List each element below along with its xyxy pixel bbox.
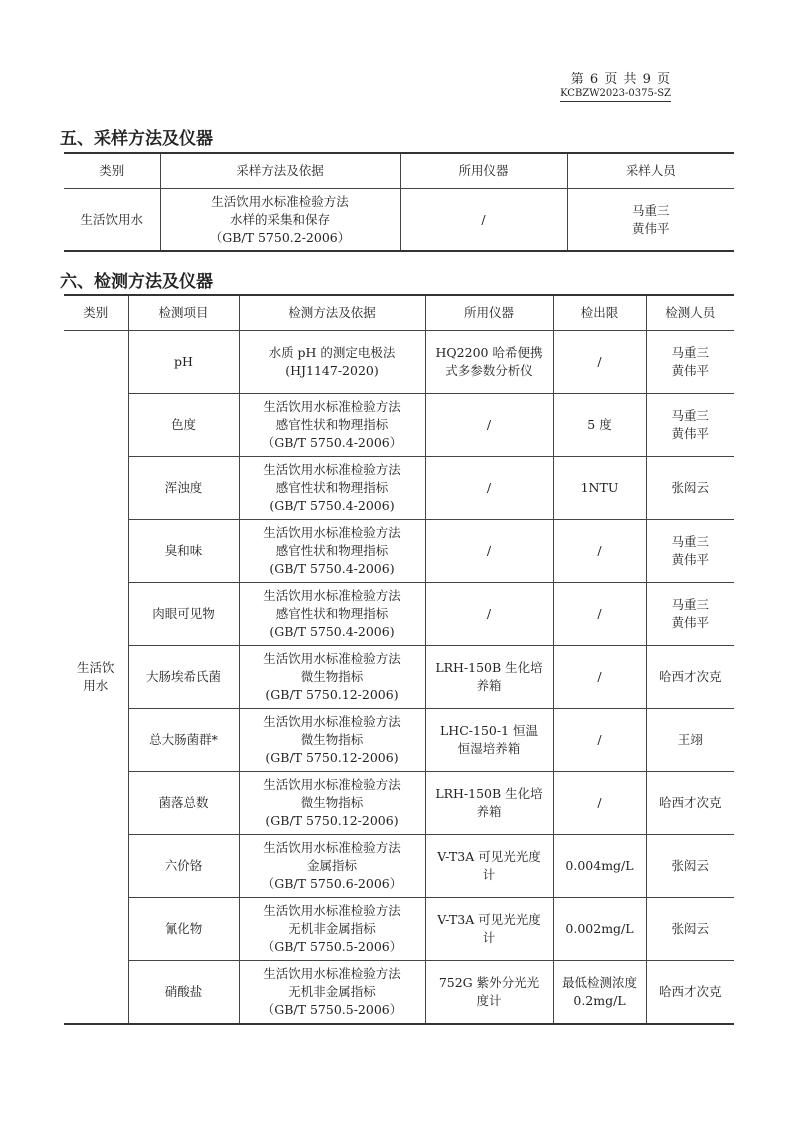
- personnel-cell: [646, 835, 734, 898]
- instrument-cell: [425, 898, 553, 961]
- method-line: (GB/T 5750.4-2006): [269, 624, 395, 639]
- instrument-cell: [425, 583, 553, 646]
- method-line: 感官性状和物理指标: [275, 480, 389, 495]
- limit-line: /: [597, 732, 602, 747]
- column-header: 采样方法及依据: [160, 153, 400, 189]
- personnel-cell: [567, 189, 734, 252]
- personnel-name: 哈西才次克: [658, 669, 722, 684]
- instrument-line: 计: [482, 867, 496, 882]
- table-row: [64, 646, 734, 709]
- method-line: 生活饮用水标准检验方法: [263, 777, 401, 792]
- sampling-header-row: [64, 153, 734, 189]
- detection-limit-cell: [553, 583, 646, 646]
- detection-limit-cell: [553, 331, 646, 394]
- table-row: [64, 331, 734, 394]
- instrument-line: /: [486, 606, 492, 621]
- limit-line: /: [597, 669, 602, 684]
- column-header: 采样人员: [567, 153, 734, 189]
- detection-limit-cell: [553, 835, 646, 898]
- limit-line: 0.002mg/L: [565, 921, 634, 936]
- limit-line: 0.2mg/L: [573, 993, 626, 1008]
- method-line: 生活饮用水标准检验方法: [263, 966, 401, 981]
- limit-line: /: [597, 795, 602, 810]
- method-line: 微生物指标: [300, 732, 364, 747]
- instrument-cell: [425, 961, 553, 1025]
- instrument-cell: [425, 457, 553, 520]
- method-line: （GB/T 5750.5-2006）: [261, 939, 403, 954]
- instrument-line: LRH-150B 生化培: [435, 660, 543, 675]
- method-cell: [239, 835, 425, 898]
- column-header: 类别: [64, 153, 160, 189]
- method-line: 生活饮用水标准检验方法: [211, 193, 349, 209]
- method-line: (HJ1147-2020): [285, 363, 379, 378]
- method-cell: [239, 394, 425, 457]
- limit-line: 1NTU: [580, 480, 619, 495]
- instrument-cell: [425, 772, 553, 835]
- instrument-line: 式多参数分析仪: [445, 363, 533, 378]
- personnel-name: 张闳云: [671, 480, 709, 495]
- instrument-cell: [425, 394, 553, 457]
- method-line: (GB/T 5750.4-2006): [269, 498, 395, 513]
- category-line: 生活饮: [76, 660, 115, 675]
- category-cell: 生活饮用水: [64, 189, 160, 252]
- personnel-name: 哈西才次克: [658, 984, 722, 999]
- method-line: （GB/T 5750.6-2006）: [261, 876, 403, 891]
- personnel-name: 马重三: [631, 202, 670, 218]
- method-cell: [239, 457, 425, 520]
- personnel-name: 马重三: [671, 408, 709, 423]
- test-item-cell: 浑浊度: [128, 457, 239, 520]
- method-line: （GB/T 5750.5-2006）: [261, 1002, 403, 1017]
- table-row: [64, 961, 734, 1025]
- instrument-cell: [425, 520, 553, 583]
- personnel-cell: [646, 646, 734, 709]
- personnel-name: 黄伟平: [631, 220, 670, 236]
- table-row: [64, 772, 734, 835]
- detection-limit-cell: [553, 457, 646, 520]
- test-item-cell: 大肠埃希氏菌: [128, 646, 239, 709]
- instrument-line: LHC-150-1 恒温: [440, 723, 538, 738]
- method-line: 无机非金属指标: [288, 921, 376, 936]
- table-row: [64, 189, 734, 252]
- method-line: 水样的采集和保存: [229, 211, 330, 227]
- instrument-line: 752G 紫外分光光: [438, 975, 540, 990]
- method-line: (GB/T 5750.12-2006): [265, 813, 399, 828]
- method-line: 生活饮用水标准检验方法: [263, 651, 401, 666]
- column-header: 检出限: [553, 295, 646, 331]
- method-line: 感官性状和物理指标: [275, 417, 389, 432]
- column-header: 所用仪器: [425, 295, 553, 331]
- personnel-cell: [646, 709, 734, 772]
- instrument-cell: [425, 331, 553, 394]
- instrument-line: /: [486, 480, 492, 495]
- personnel-cell: [646, 583, 734, 646]
- personnel-cell: [646, 331, 734, 394]
- method-line: 生活饮用水标准检验方法: [263, 399, 401, 414]
- instrument-line: /: [486, 543, 492, 558]
- personnel-cell: [646, 520, 734, 583]
- limit-line: 0.004mg/L: [565, 858, 634, 873]
- test-item-cell: pH: [128, 331, 239, 394]
- method-cell: [239, 709, 425, 772]
- test-item-cell: 总大肠菌群*: [128, 709, 239, 772]
- report-code: KCBZW2023-0375-SZ: [560, 88, 671, 102]
- instrument-line: 度计: [476, 993, 502, 1008]
- method-line: 微生物指标: [300, 795, 364, 810]
- instrument-line: 恒湿培养箱: [457, 741, 521, 756]
- personnel-name: 张闳云: [671, 921, 709, 936]
- personnel-name: 哈西才次克: [658, 795, 722, 810]
- personnel-name: 黄伟平: [671, 363, 709, 378]
- method-line: 生活饮用水标准检验方法: [263, 714, 401, 729]
- method-line: (GB/T 5750.12-2006): [265, 687, 399, 702]
- category-line: 用水: [83, 678, 109, 693]
- personnel-name: 黄伟平: [671, 615, 709, 630]
- table-row: [64, 583, 734, 646]
- personnel-name: 马重三: [671, 597, 709, 612]
- method-line: 微生物指标: [300, 669, 364, 684]
- personnel-name: 马重三: [671, 534, 709, 549]
- method-cell: [239, 646, 425, 709]
- test-item-cell: 菌落总数: [128, 772, 239, 835]
- column-header: 检测项目: [128, 295, 239, 331]
- method-line: 金属指标: [306, 858, 357, 873]
- method-line: 生活饮用水标准检验方法: [263, 903, 401, 918]
- instrument-cell: [425, 709, 553, 772]
- personnel-cell: [646, 394, 734, 457]
- method-line: 生活饮用水标准检验方法: [263, 525, 401, 540]
- table-row: [64, 709, 734, 772]
- instrument-line: V-T3A 可见光光度: [437, 912, 541, 927]
- method-line: （GB/T 5750.2-2006）: [209, 229, 351, 245]
- personnel-cell: [646, 772, 734, 835]
- table-row: [64, 520, 734, 583]
- method-cell: [239, 772, 425, 835]
- limit-line: 最低检测浓度: [561, 975, 637, 990]
- page-header: [560, 68, 671, 102]
- detection-limit-cell: [553, 709, 646, 772]
- personnel-name: 张闳云: [671, 858, 709, 873]
- limit-line: /: [597, 543, 602, 558]
- column-header: 类别: [64, 295, 128, 331]
- instrument-cell: [425, 835, 553, 898]
- method-cell: [239, 583, 425, 646]
- personnel-name: 马重三: [671, 345, 709, 360]
- table-row: [64, 835, 734, 898]
- method-cell: [239, 961, 425, 1025]
- section-6-title: 六、检测方法及仪器: [60, 272, 213, 292]
- column-header: 所用仪器: [400, 153, 567, 189]
- test-item-cell: 色度: [128, 394, 239, 457]
- instrument-cell: [425, 646, 553, 709]
- method-line: 生活饮用水标准检验方法: [263, 588, 401, 603]
- personnel-name: 王翊: [677, 732, 703, 747]
- test-item-cell: 氰化物: [128, 898, 239, 961]
- instrument-cell: /: [400, 189, 567, 252]
- limit-line: /: [597, 606, 602, 621]
- method-line: (GB/T 5750.4-2006): [269, 561, 395, 576]
- method-line: 水质 pH 的测定电极法: [268, 345, 396, 360]
- personnel-cell: [646, 457, 734, 520]
- test-item-cell: 臭和味: [128, 520, 239, 583]
- instrument-line: /: [486, 417, 492, 432]
- method-line: 生活饮用水标准检验方法: [263, 462, 401, 477]
- detection-limit-cell: [553, 961, 646, 1025]
- column-header: 检测人员: [646, 295, 734, 331]
- method-line: 无机非金属指标: [288, 984, 376, 999]
- method-cell: [160, 189, 400, 252]
- method-line: 生活饮用水标准检验方法: [263, 840, 401, 855]
- table-row: [64, 457, 734, 520]
- category-cell: [64, 331, 128, 1025]
- method-line: （GB/T 5750.4-2006）: [261, 435, 403, 450]
- section-5-title: 五、采样方法及仪器: [60, 129, 213, 149]
- table-row: [64, 898, 734, 961]
- limit-line: /: [597, 354, 602, 369]
- instrument-line: HQ2200 哈希便携: [435, 345, 543, 360]
- instrument-line: 养箱: [476, 678, 502, 693]
- personnel-name: 黄伟平: [671, 426, 709, 441]
- test-item-cell: 硝酸盐: [128, 961, 239, 1025]
- detection-limit-cell: [553, 646, 646, 709]
- testing-header-row: [64, 295, 734, 331]
- personnel-name: 黄伟平: [671, 552, 709, 567]
- method-line: 感官性状和物理指标: [275, 606, 389, 621]
- detection-limit-cell: [553, 520, 646, 583]
- table-row: [64, 394, 734, 457]
- test-item-cell: 六价铬: [128, 835, 239, 898]
- page-number: 第 6 页 共 9 页: [570, 72, 671, 87]
- method-line: (GB/T 5750.12-2006): [265, 750, 399, 765]
- sampling-table: [64, 152, 734, 252]
- method-line: 感官性状和物理指标: [275, 543, 389, 558]
- limit-line: 5 度: [587, 417, 612, 432]
- instrument-line: V-T3A 可见光光度: [437, 849, 541, 864]
- testing-table: [64, 294, 734, 1025]
- personnel-cell: [646, 961, 734, 1025]
- personnel-cell: [646, 898, 734, 961]
- method-cell: [239, 520, 425, 583]
- instrument-line: LRH-150B 生化培: [435, 786, 543, 801]
- instrument-line: 计: [482, 930, 496, 945]
- column-header: 检测方法及依据: [239, 295, 425, 331]
- detection-limit-cell: [553, 394, 646, 457]
- method-cell: [239, 331, 425, 394]
- method-cell: [239, 898, 425, 961]
- instrument-line: 养箱: [476, 804, 502, 819]
- detection-limit-cell: [553, 898, 646, 961]
- test-item-cell: 肉眼可见物: [128, 583, 239, 646]
- detection-limit-cell: [553, 772, 646, 835]
